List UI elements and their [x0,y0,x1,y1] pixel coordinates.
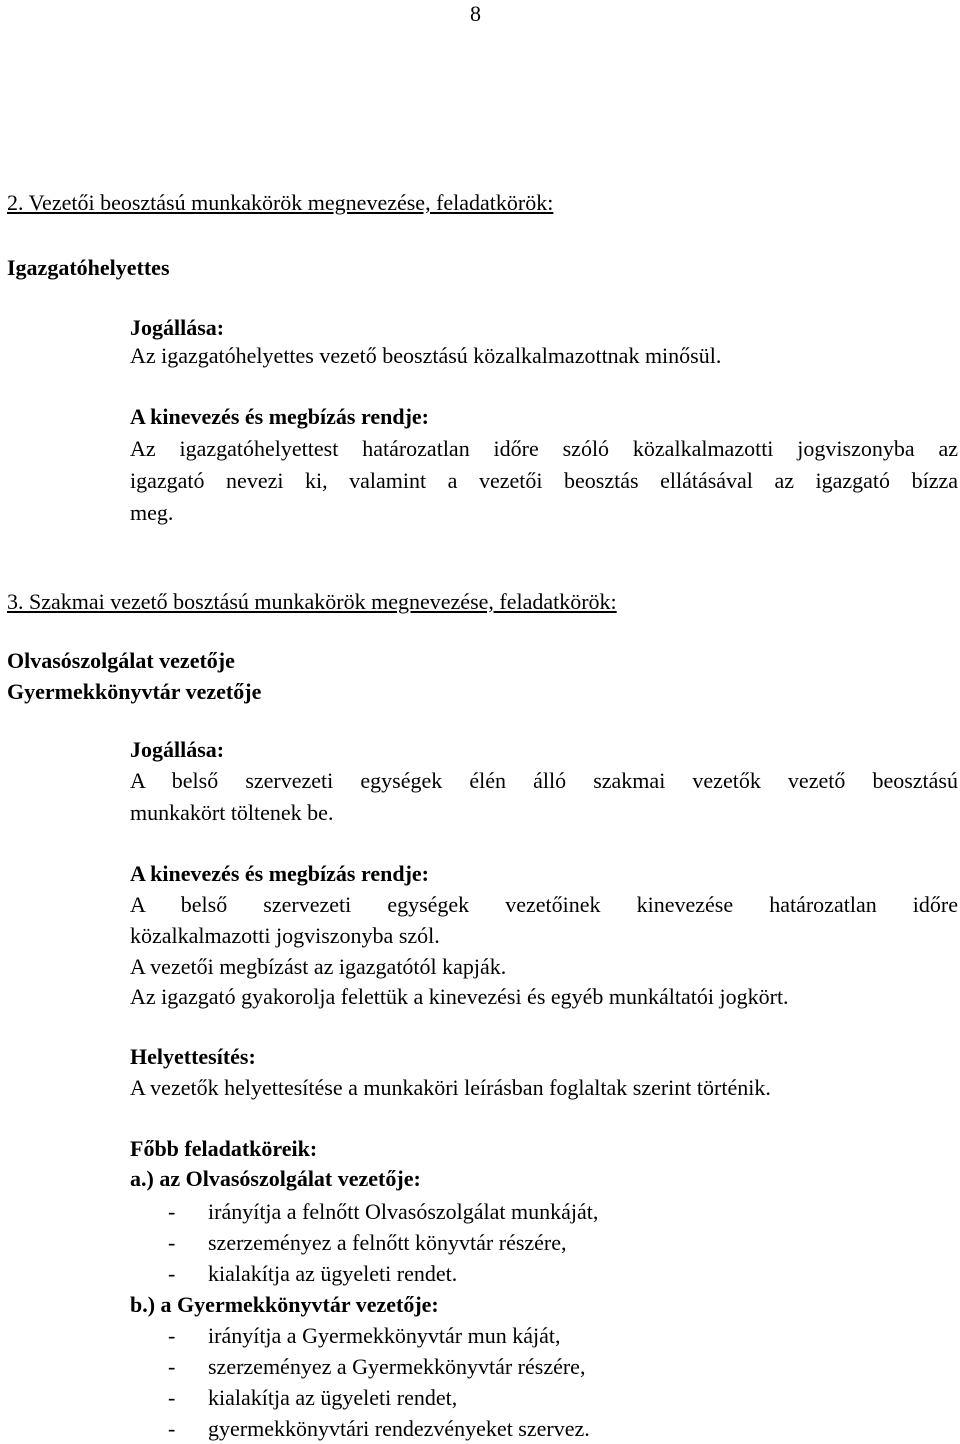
page-number: 8 [470,1,481,26]
helyettesites-label: Helyettesítés: [130,1044,256,1069]
jogallasa-text: Az igazgatóhelyettes vezető beosztású közalkalmazottnak minősül. [130,343,722,368]
helyettesites-text: A vezetők helyettesítése a munkaköri leírásban foglaltak szerint történik. [130,1075,771,1100]
group-label-a: a.) az Olvasószolgálat vezetője: [130,1166,421,1191]
section-2-heading: 2. Vezetői beosztású munkakörök megnevezése, feladatkörök: [7,190,554,215]
list-item: kialakítja az ügyeleti rendet. [208,1261,458,1286]
list-item: irányítja a felnőtt Olvasószolgálat munkáját, [208,1199,599,1224]
role-title-gyermekkonyvtar: Gyermekkönyvtár vezetője [7,679,262,704]
list-dash: - [168,1323,176,1348]
kinevezes-line: A vezetői megbízást az igazgatótól kapják. [130,954,507,979]
kinevezes-line: Az igazgatóhelyettest határozatlan időre szóló közalkalmazotti jogviszonyba az [130,436,958,461]
list-item: szerzeményez a Gyermekkönyvtár részére, [208,1354,586,1379]
list-dash: - [168,1385,176,1410]
role-title-igazgatohelyettes: Igazgatóhelyettes [7,255,170,280]
list-item: gyermekkönyvtári rendezvényeket szervez. [208,1416,590,1441]
jogallasa-label: Jogállása: [130,315,225,340]
list-item: irányítja a Gyermekkönyvtár mun káját, [208,1323,561,1348]
kinevezes-line: Az igazgató gyakorolja felettük a kinevezési és egyéb munkáltatói jogkört. [130,984,789,1009]
list-dash: - [168,1230,176,1255]
kinevezes-line: igazgató nevezi ki, valamint a vezetői beosztás ellátásával az igazgató bízza [130,468,958,493]
role-title-olvasoszolgalat: Olvasószolgálat vezetője [7,648,235,673]
jogallasa-line: munkakört töltenek be. [130,800,334,825]
kinevezes-line: közalkalmazotti jogviszonyba szól. [130,923,440,948]
jogallasa-line: A belső szervezeti egységek élén álló szakmai vezetők vezető beosztású [130,768,958,793]
list-dash: - [168,1261,176,1286]
feladatkorok-label: Főbb feladatköreik: [130,1136,318,1161]
kinevezes-line: meg. [130,500,174,525]
list-dash: - [168,1354,176,1379]
kinevezes-label: A kinevezés és megbízás rendje: [130,861,429,886]
list-dash: - [168,1416,176,1441]
list-item: kialakítja az ügyeleti rendet, [208,1385,458,1410]
list-dash: - [168,1199,176,1224]
list-item: szerzeményez a felnőtt könyvtár részére, [208,1230,567,1255]
jogallasa-label: Jogállása: [130,737,225,762]
kinevezes-line: A belső szervezeti egységek vezetőinek kinevezése határozatlan időre [130,892,958,917]
kinevezes-label: A kinevezés és megbízás rendje: [130,404,429,429]
section-3-heading: 3. Szakmai vezető bosztású munkakörök megnevezése, feladatkörök: [7,589,617,614]
group-label-b: b.) a Gyermekkönyvtár vezetője: [130,1292,439,1317]
